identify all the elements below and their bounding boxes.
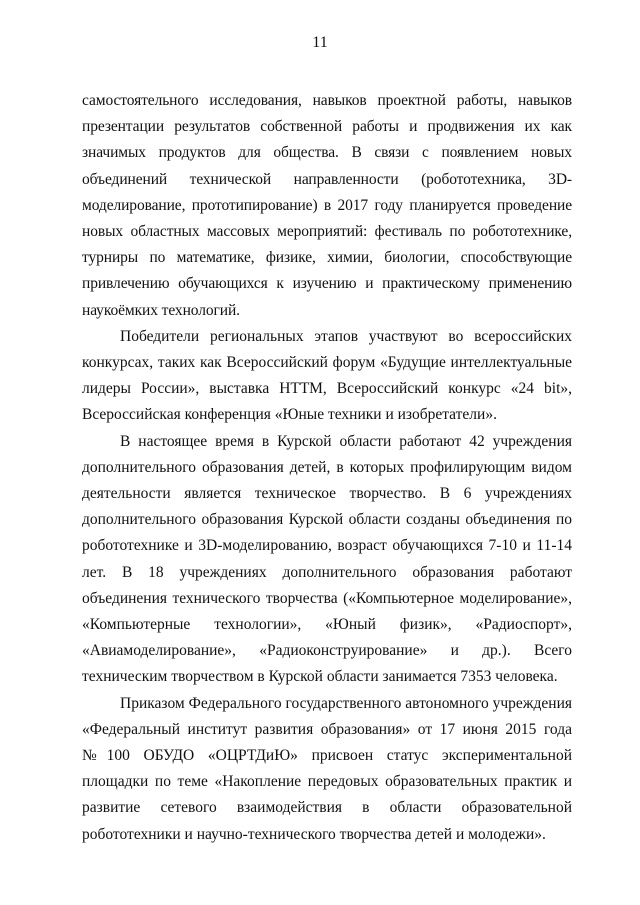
page-number: 11 — [312, 34, 328, 51]
paragraph-institutions: В настоящее время в Курской области работают 42 учреждения дополнительного образования детей, в которых профилирующим видом деятельности является техническое творчество. В 6 учреждениях дополнительного образования Курской области созданы объединения по робототехнике и 3D-моделированию, возраст обучающихся 7-10 и 11-14 лет. В 18 учреждениях дополнительного образования работают объединения технического творчества («Компьютерное моделирование», «Компьютерные технологии», «Юный физик», «Радиоспорт», «Авиамоделирование», «Радиоконструирование» и др.). Всего техническим творчеством в Курской области занимается 7353 человека. — [82, 432, 572, 686]
paragraph-continuation: самостоятельного исследования, навыков проектной работы, навыков презентации результатов собственной работы и продвижения их как значимых продуктов для общества. В связи с появлением новых объединений технической направленности (робототехника, 3D-моделирование, прототипирование) в 2017 году планируется проведение новых областных массовых мероприятий: фестиваль по робототехнике, турниры по математике, физике, химии, биологии, способствующие привлечению обучающихся к изучению и практическому применению наукоёмких технологий. — [82, 92, 572, 319]
paragraph-winners: Победители региональных этапов участвуют во всероссийских конкурсах, таких как Всероссийский форум «Будущие интеллектуальные лидеры России», выставка НТТМ, Всероссийский конкурс «24 bit», Всероссийская конференция «Юные техники и изобретатели». — [82, 327, 572, 424]
paragraph-order: Приказом Федерального государственного автономного учреждения «Федеральный институт развития образования» от 17 июня 2015 года №100 ОБУДО «ОЦРТДиЮ» присвоен статус экспериментальной площадки по теме «Накопление передовых образовательных практик и развитие сетевого взаимодействия в области образовательной робототехники и научно-технического творчества детей и молодежи». — [82, 694, 572, 843]
document-body — [82, 88, 572, 848]
